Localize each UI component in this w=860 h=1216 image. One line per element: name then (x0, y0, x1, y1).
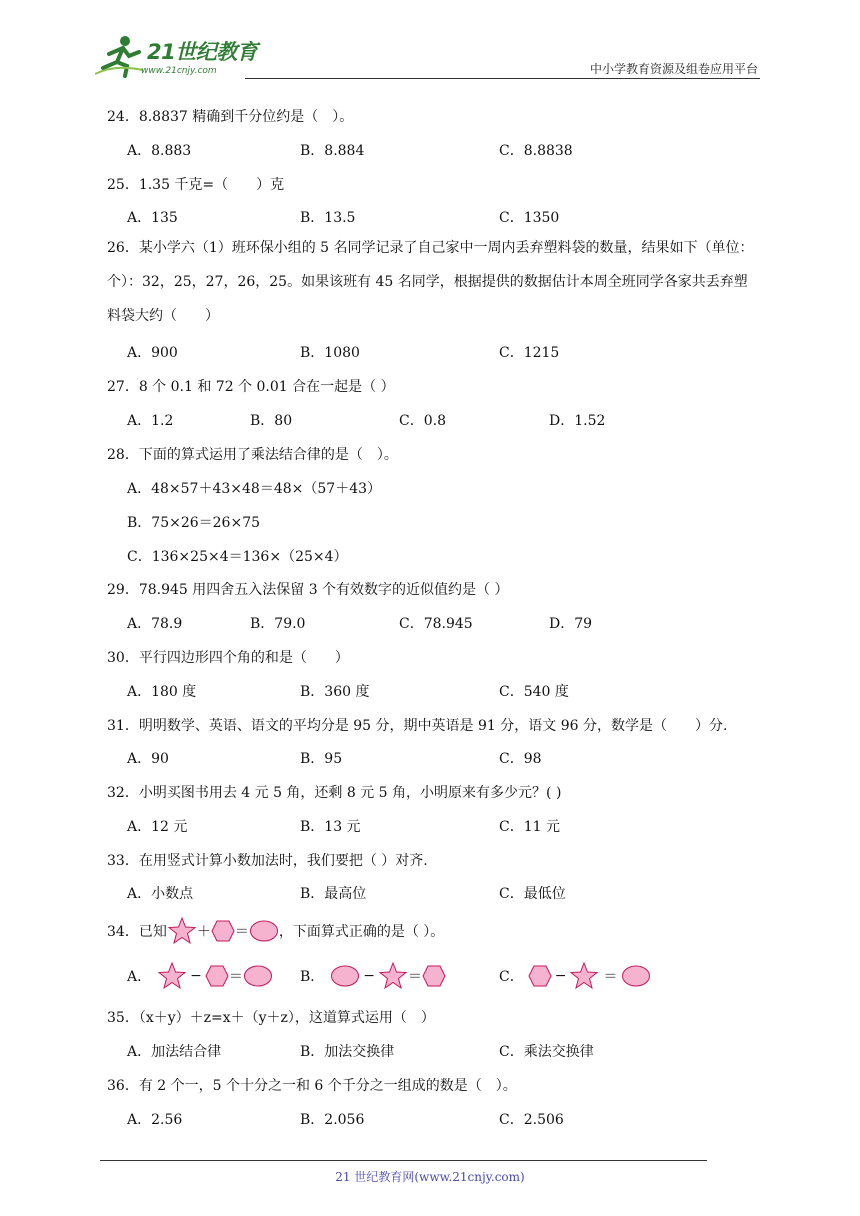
ellipse-icon (243, 965, 273, 987)
question-24: 24．8.8837 精确到千分位约是（ ）。 (107, 109, 354, 125)
option-b[interactable]: B．2.056 (300, 1112, 365, 1128)
option-a[interactable]: A．180 度 (127, 684, 197, 700)
option-b[interactable]: B．360 度 (300, 684, 370, 700)
option-label: C． (499, 969, 524, 985)
option-a[interactable]: A．48×57＋43×48＝48×（57＋43） (127, 481, 382, 497)
runner-logo-icon (95, 34, 145, 78)
star-icon (157, 961, 187, 991)
option-b[interactable]: B．13 元 (300, 819, 361, 835)
page-header (95, 28, 760, 82)
question-36: 36．有 2 个一，5 个十分之一和 6 个千分之一组成的数是（ ）。 (107, 1078, 517, 1094)
option-c[interactable]: C．1215 (499, 345, 560, 361)
option-a[interactable]: A．1.2 (127, 413, 174, 429)
option-c[interactable] (499, 961, 651, 991)
equals-sign: ＝ (228, 969, 243, 985)
equals-sign: ＝ (408, 969, 423, 985)
ellipse-icon (249, 920, 279, 942)
header-divider (245, 78, 760, 79)
option-c[interactable]: C．乘法交换律 (499, 1044, 594, 1060)
option-c[interactable]: C．540 度 (499, 684, 569, 700)
option-c[interactable]: C．最低位 (499, 886, 566, 902)
option-a[interactable]: A．2.56 (127, 1112, 183, 1128)
question-34-prefix: 34．已知 (107, 924, 167, 940)
option-b[interactable]: B．80 (250, 413, 293, 429)
ellipse-icon (621, 965, 651, 987)
option-b[interactable]: B．79.0 (250, 616, 306, 632)
option-b[interactable]: B．加法交换律 (300, 1044, 395, 1060)
option-c[interactable]: C．1350 (499, 210, 560, 226)
option-c[interactable]: C．78.945 (399, 616, 473, 632)
option-c[interactable]: C．136×25×4＝136×（25×4） (127, 549, 348, 565)
option-a[interactable]: A．78.9 (127, 616, 183, 632)
option-b[interactable] (300, 961, 446, 991)
question-34 (107, 916, 444, 946)
hexagon-icon (422, 965, 446, 987)
logo-url: www.21cnjy.com (141, 66, 217, 76)
hexagon-icon (205, 965, 229, 987)
option-a[interactable]: A．900 (127, 345, 178, 361)
minus-sign: − (190, 968, 202, 984)
option-a[interactable]: A．8.883 (127, 143, 192, 159)
question-27: 27．8 个 0.1 和 72 个 0.01 合在一起是（ ） (107, 379, 395, 395)
star-icon (569, 961, 599, 991)
question-28: 28．下面的算式运用了乘法结合律的是（ ）。 (107, 447, 398, 463)
hexagon-icon (528, 965, 552, 987)
question-34-suffix: ，下面算式正确的是（ ）。 (278, 924, 445, 940)
ellipse-icon (330, 965, 360, 987)
star-icon (378, 961, 408, 991)
site-tagline: 中小学教育资源及组卷应用平台 (589, 62, 758, 76)
option-b[interactable]: B．95 (300, 751, 343, 767)
option-c[interactable]: C．0.8 (399, 413, 446, 429)
equals-sign: ＝ (234, 924, 249, 940)
minus-sign: − (363, 968, 376, 984)
option-a[interactable]: A．小数点 (127, 886, 194, 902)
hexagon-icon (211, 920, 235, 942)
footer-divider (100, 1160, 707, 1161)
option-b[interactable]: B．75×26＝26×75 (127, 515, 261, 531)
option-b[interactable]: B．13.5 (300, 210, 356, 226)
option-b[interactable]: B．8.884 (300, 143, 365, 159)
page-footer[interactable]: 21 世纪教育网(www.21cnjy.com) (335, 1170, 525, 1184)
option-b[interactable]: B．1080 (300, 345, 360, 361)
option-c[interactable]: C．98 (499, 751, 542, 767)
option-a[interactable]: A．加法结合律 (127, 1044, 222, 1060)
option-b[interactable]: B．最高位 (300, 886, 367, 902)
question-25: 25．1.35 千克=（ ）克 (107, 177, 285, 193)
equals-sign: ＝ (603, 969, 618, 985)
question-30: 30．平行四边形四个角的和是（ ） (107, 650, 349, 666)
option-label: B． (300, 969, 325, 985)
option-c[interactable]: C．8.8838 (499, 143, 573, 159)
question-35: 35．（x＋y）＋z=x＋（y＋z），这道算式运用（ ） (107, 1010, 435, 1026)
option-a[interactable]: A．90 (127, 751, 169, 767)
option-d[interactable]: D．1.52 (549, 413, 606, 429)
option-d[interactable]: D．79 (549, 616, 593, 632)
question-31: 31．明明数学、英语、语文的平均分是 95 分，期中英语是 91 分，语文 96 分，数学是（ ）分. (107, 718, 728, 734)
plus-sign: ＋ (196, 924, 211, 940)
option-c[interactable]: C．2.506 (499, 1112, 564, 1128)
minus-sign: − (554, 968, 567, 984)
option-c[interactable]: C．11 元 (499, 819, 560, 835)
option-a[interactable] (127, 961, 273, 991)
logo-text: 21世纪教育 (147, 40, 258, 64)
option-a[interactable]: A．135 (127, 210, 178, 226)
star-icon (167, 916, 197, 946)
question-33: 33．在用竖式计算小数加法时，我们要把（ ）对齐. (107, 853, 428, 869)
question-29: 29．78.945 用四舍五入法保留 3 个有效数字的近似值约是（ ） (107, 582, 509, 598)
question-26: 26．某小学六（1）班环保小组的 5 名同学记录了自己家中一周内丢弃塑料袋的数量，结果如下（单位：个）：32，25，27，26，25。如果该班有 45 名同学，根据提供的数据估计本周全班同学各家共丢弃塑料袋大约（ ） (107, 240, 754, 324)
site-logo[interactable] (95, 34, 265, 78)
option-a[interactable]: A．12 元 (127, 819, 188, 835)
option-label: A． (127, 969, 152, 985)
question-32: 32．小明买图书用去 4 元 5 角，还剩 8 元 5 角，小明原来有多少元？( ) (107, 785, 562, 801)
